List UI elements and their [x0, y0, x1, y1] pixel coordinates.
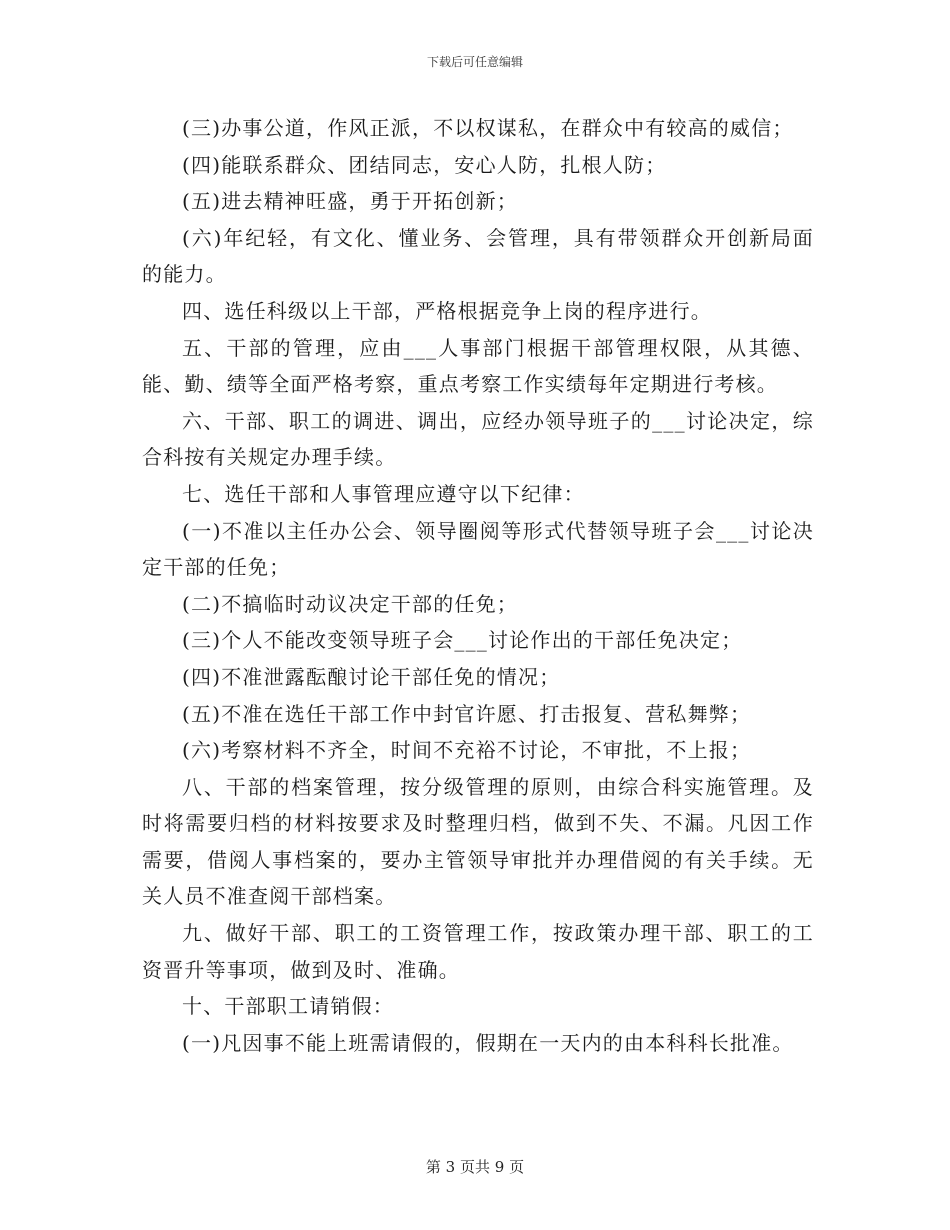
paragraph: 六、干部、职工的调进、调出，应经办领导班子的___讨论决定，综合科按有关规定办理手续。 — [142, 408, 814, 470]
paragraph: 十、干部职工请销假： — [182, 994, 394, 1019]
paragraph: (五)进去精神旺盛，勇于开拓创新； — [182, 189, 519, 214]
paragraph: (一)凡因事不能上班需请假的，假期在一天内的由本科科长批准。 — [182, 1030, 794, 1055]
paragraph: 七、选任干部和人事管理应遵守以下纪律： — [182, 481, 585, 506]
paragraph: 八、干部的档案管理，按分级管理的原则，由综合科实施管理。及时将需要归档的材料按要求及时整理归档，做到不失、不漏。凡因工作需要，借阅人事档案的，要办主管领导审批并办理借阅的有关手续。无关人员不准查阅干部档案。 — [142, 774, 814, 909]
paragraph: (六)考察材料不齐全，时间不充裕不讨论，不审批，不上报； — [182, 738, 752, 763]
document-body — [142, 110, 814, 1061]
paragraph: (四)能联系群众、团结同志，安心人防，扎根人防； — [182, 152, 667, 177]
paragraph: (二)不搞临时动议决定干部的任免； — [182, 591, 519, 616]
page-number: 第 3 页共 9 页 — [425, 1158, 525, 1176]
paragraph: (一)不准以主任办公会、领导圈阅等形式代替领导班子会___讨论决定干部的任免； — [142, 518, 814, 580]
paragraph: 九、做好干部、职工的工资管理工作，按政策办理干部、职工的工资晋升等事项，做到及时、准确。 — [142, 921, 814, 982]
paragraph: (三)个人不能改变领导班子会___讨论作出的干部任免决定； — [182, 628, 743, 653]
paragraph: (五)不准在选任干部工作中封官许愿、打击报复、营私舞弊； — [182, 701, 752, 726]
paragraph: (四)不准泄露酝酿讨论干部任免的情况； — [182, 664, 561, 689]
paragraph: (六)年纪轻，有文化、懂业务、会管理，具有带领群众开创新局面的能力。 — [142, 225, 814, 287]
paragraph: (三)办事公道，作风正派，不以权谋私，在群众中有较高的威信； — [182, 116, 794, 140]
page-header: 下载后可任意编辑 — [426, 55, 523, 69]
paragraph: 四、选任科级以上干部，严格根据竞争上岗的程序进行。 — [182, 298, 712, 323]
paragraph: 五、干部的管理，应由___人事部门根据干部管理权限，从其德、能、勤、绩等全面严格考察，重点考察工作实绩每年定期进行考核。 — [142, 335, 814, 397]
